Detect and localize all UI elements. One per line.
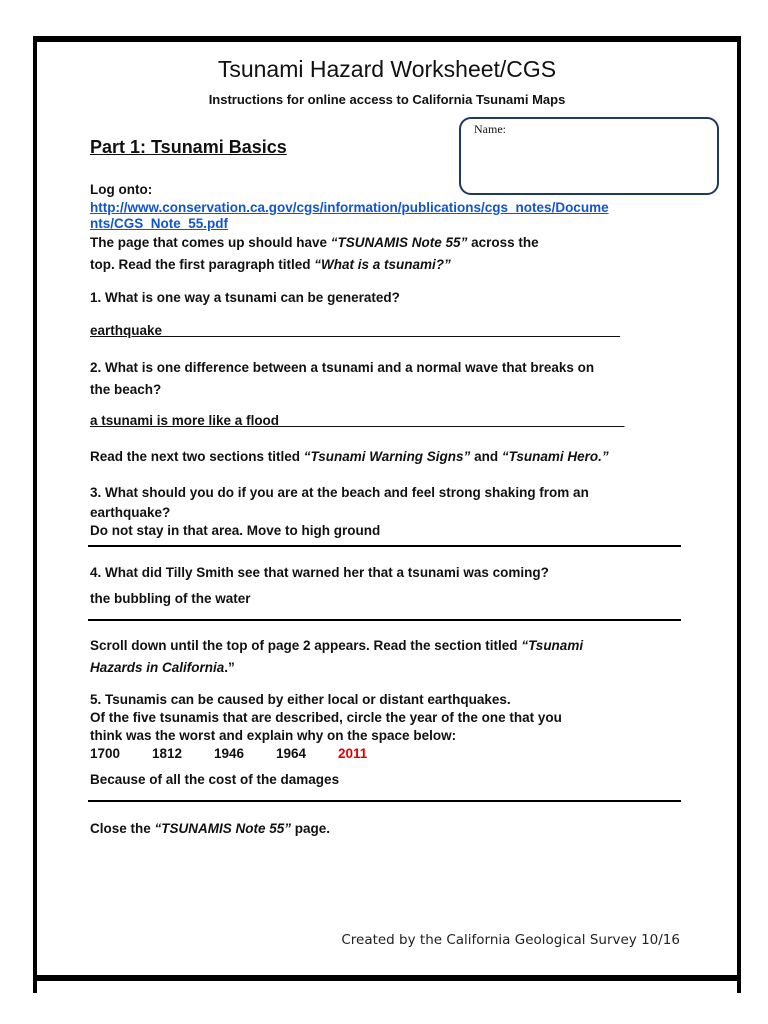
read-next-italic2: “Tsunami Hero.” [501, 449, 609, 464]
footer-credit: Created by the California Geological Survey 10/16 [341, 932, 680, 948]
page-title: Tsunami Hazard Worksheet/CGS [217, 56, 557, 82]
answer-1[interactable]: earthquake_____________________________________________________________ [90, 323, 621, 338]
answer-2[interactable]: a tsunami is more like a flood______________________________________________ [90, 413, 625, 428]
year-option[interactable]: 1946 [214, 746, 245, 761]
intro-line1-end: across the [467, 235, 539, 250]
cgs-note-link-line2[interactable]: nts/CGS_Note_55.pdf [90, 216, 229, 231]
frame-top-border [33, 36, 741, 42]
close-suffix: page. [291, 821, 331, 836]
name-box[interactable] [459, 117, 719, 195]
close-instruction [90, 819, 330, 839]
year-option[interactable]: 1964 [276, 746, 307, 761]
close-prefix: Close the [90, 821, 155, 836]
read-next-middle: and [470, 449, 502, 464]
frame-bottom-border [33, 975, 741, 981]
read-next-italic1: “Tsunami Warning Signs” [303, 449, 471, 464]
close-italic: “TSUNAMIS Note 55” [154, 821, 292, 836]
page-subtitle: Instructions for online access to California Tsunami Maps [208, 92, 566, 107]
tsunami-years-row [90, 744, 367, 764]
scroll-line2-end: .” [224, 660, 235, 675]
intro-line1-italic: “TSUNAMIS Note 55” [330, 235, 468, 250]
question-2-line2: the beach? [90, 382, 162, 397]
scroll-instruction-line1 [90, 636, 583, 656]
answer-5-rule [88, 800, 681, 802]
question-3-line2: earthquake? [90, 505, 171, 520]
read-next-prefix: Read the next two sections titled [90, 449, 304, 464]
answer-3[interactable]: Do not stay in that area. Move to high ground [90, 523, 381, 538]
name-label: Name: [474, 122, 506, 136]
intro-line2 [90, 255, 451, 275]
answer-4[interactable]: the bubbling of the water [90, 591, 251, 606]
question-1: 1. What is one way a tsunami can be generated? [90, 290, 400, 305]
question-3-line1: 3. What should you do if you are at the beach and feel strong shaking from an [90, 485, 589, 500]
answer-3-rule [88, 545, 681, 547]
part1-heading: Part 1: Tsunami Basics [90, 137, 287, 157]
scroll-line1-text: Scroll down until the top of page 2 appears. Read the section titled [90, 638, 522, 653]
question-5-line1: 5. Tsunamis can be caused by either local or distant earthquakes. [90, 692, 511, 707]
year-option[interactable]: 1700 [90, 746, 121, 761]
intro-line1-text: The page that comes up should have [90, 235, 331, 250]
log-onto-label: Log onto: [90, 182, 153, 197]
year-option[interactable]: 1812 [152, 746, 183, 761]
cgs-note-link-line1[interactable]: http://www.conservation.ca.gov/cgs/information/publications/cgs_notes/Docume [90, 200, 609, 215]
answer-5[interactable]: Because of all the cost of the damages [90, 772, 340, 787]
question-5-line3: think was the worst and explain why on the space below: [90, 728, 457, 743]
question-4: 4. What did Tilly Smith see that warned her that a tsunami was coming? [90, 565, 549, 580]
frame-right-border [737, 36, 741, 993]
question-5-line2: Of the five tsunamis that are described, circle the year of the one that you [90, 710, 562, 725]
frame-left-border [33, 36, 37, 993]
intro-line2-text: top. Read the first paragraph titled [90, 257, 315, 272]
read-next-instruction [90, 447, 609, 467]
intro-line1 [90, 233, 539, 253]
year-option-selected[interactable]: 2011 [338, 746, 368, 761]
scroll-instruction-line2 [90, 658, 235, 678]
scroll-line2-italic: Hazards in California [90, 660, 225, 675]
answer-4-rule [88, 619, 681, 621]
question-2-line1: 2. What is one difference between a tsunami and a normal wave that breaks on [90, 360, 595, 375]
scroll-line1-italic: “Tsunami [521, 638, 584, 653]
intro-line2-italic: “What is a tsunami?” [314, 257, 451, 272]
